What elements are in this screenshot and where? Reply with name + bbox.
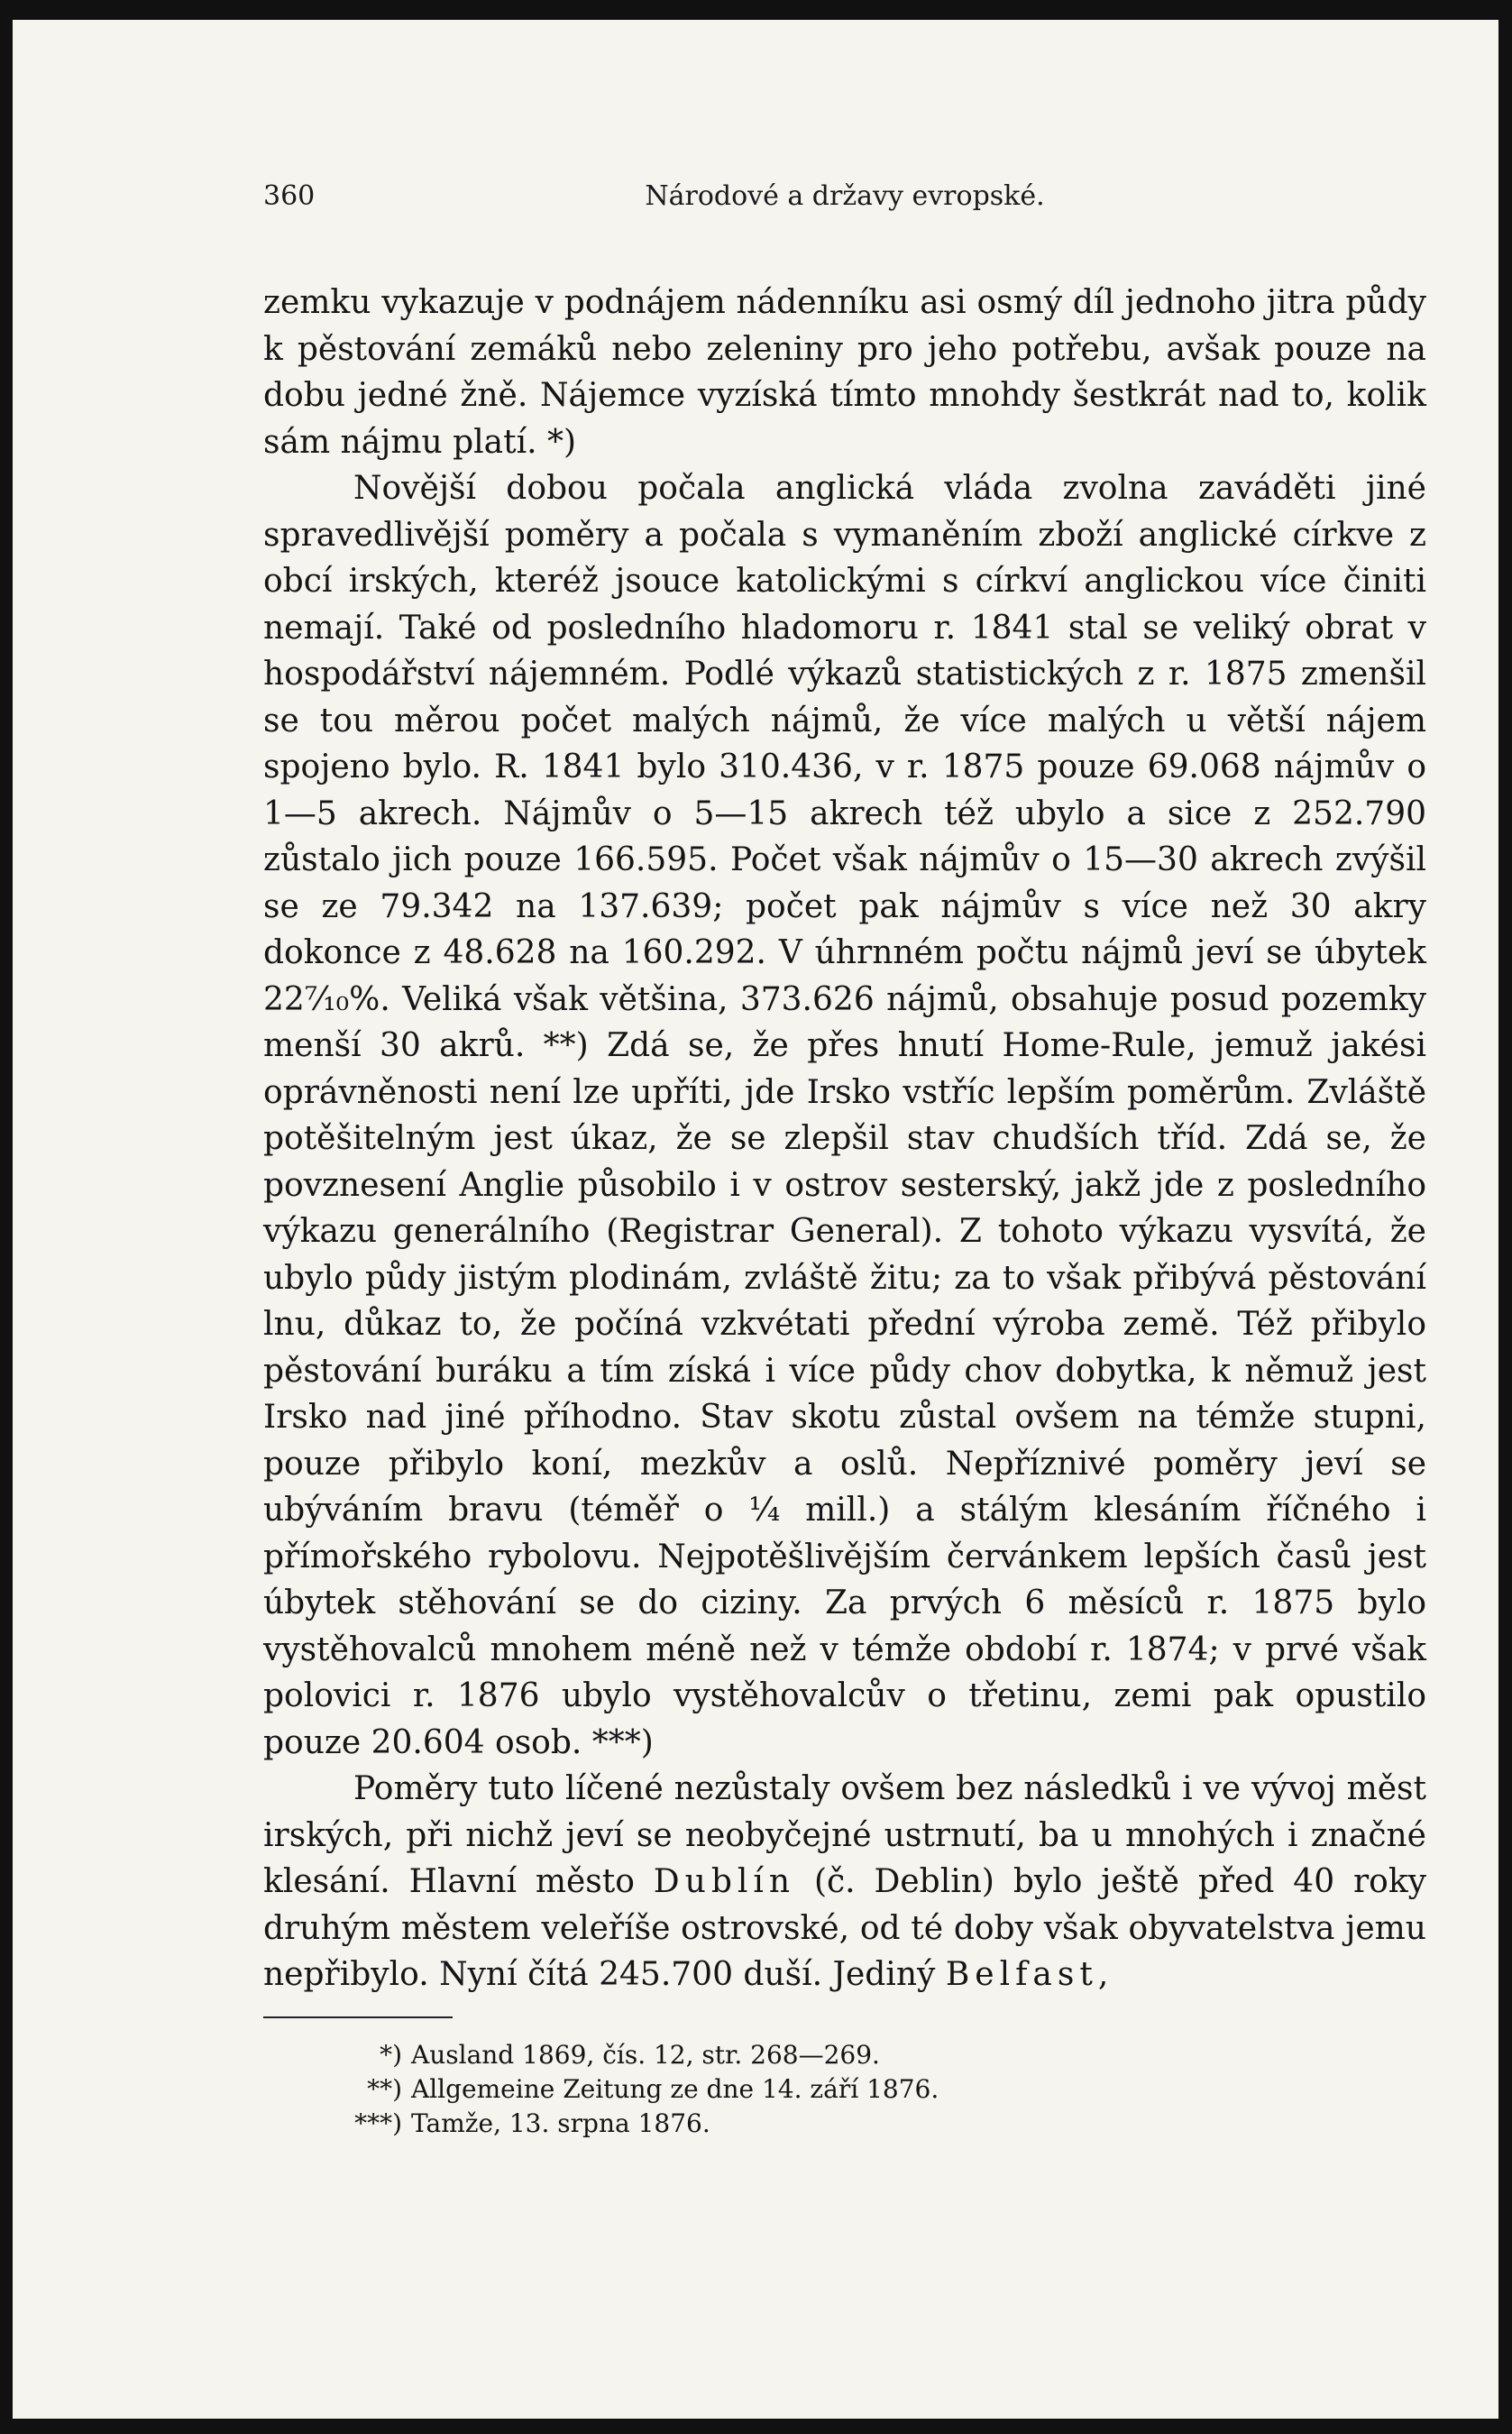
footnote <box>319 2038 1311 2072</box>
footnote-rule <box>263 2016 453 2018</box>
running-head: Národové a državy evropské. <box>645 180 1045 212</box>
place-name: Dublín <box>653 1863 796 1900</box>
paragraph-text: zemku vykazuje v podnájem nádenníku asi osmý díl jednoho jitra půdy k pěstování zemáků nebo zeleniny pro jeho potřebu, avšak pouze na dobu jedné žně. Nájemce vyzíská tímto mnohdy šestkrát nad to, kolik sám nájmu platí. <box>263 284 1426 461</box>
footnote-ref: *) <box>547 423 577 461</box>
footnote-ref: **) <box>543 1027 589 1064</box>
paragraph-text: Poměry tuto líčené nezůstaly ovšem bez následků i ve vývoj měst irských, při nichž jeví se neobyčejné ustrnutí, ba u mnohých i značné klesání. Hlavní město <box>263 1770 1426 1900</box>
footnote-ref: ***) <box>591 1723 654 1761</box>
punctuation: , <box>1097 1956 1109 1993</box>
paragraph <box>263 465 1426 1766</box>
paragraph <box>263 280 1426 465</box>
footnotes <box>319 2038 1311 2141</box>
footnote <box>319 2072 1311 2107</box>
footnote-text: Tamže, 13. srpna 1876. <box>411 2108 710 2138</box>
footnote-mark: *) <box>380 2040 402 2070</box>
paragraph-text: (č. Deblin) bylo ještě před 40 roky druhým městem veleříše ostrovské, od té doby však obyvatelstva jemu nepřibylo. Nyní čítá 245.700 duší. Jediný <box>263 1863 1426 1993</box>
footnote <box>319 2107 1311 2141</box>
paragraph-text: Zdá se, že přes hnutí Home-Rule, jemuž jakési oprávněnosti není lze upříti, jde Irsko vstříc lepším poměrům. Zvláště potěšitelným jest úkaz, že se zlepšil stav chudších tříd. Zdá se, že povznesení Anglie působilo i v ostrov sesterský, jakž jde z posledního výkazu generálního (Registrar General). Z tohoto výkazu vysvítá, že ubylo půdy jistým plodinám, zvláště žitu; za to však přibývá pěstování lnu, důkaz to, že počíná vzkvétati přední výroba země. Též přibylo pěstování buráku a tím získá i více půdy chov dobytka, k němuž jest Irsko nad jiné příhodno. Stav skotu zůstal ovšem na témže stupni, pouze přibylo koní, mezkův a oslů. Nepříznivé poměry jeví se ubýváním bravu (téměř o ¼ mill.) a stálým klesáním říčného i přímořského rybolovu. Nejpotěšlivějším červánkem lepších časů jest úbytek stěhování se do ciziny. Za prvých 6 měsíců r. 1875 bylo vystěhovalců mnohem méně než v témže období r. 1874; v prvé však polovici r. 1876 ubylo vystěhovalcův o třetinu, zemi pak opustilo pouze 20.604 osob. <box>263 1027 1426 1761</box>
place-name: Belfast <box>945 1956 1098 1993</box>
footnote-mark: ***) <box>354 2108 402 2138</box>
footnote-mark: **) <box>367 2074 402 2104</box>
paragraph <box>263 1766 1426 1998</box>
footnote-text: Allgemeine Zeitung ze dne 14. září 1876. <box>411 2074 939 2104</box>
book-page <box>13 20 1498 2419</box>
footnote-text: Ausland 1869, čís. 12, str. 268—269. <box>411 2040 880 2070</box>
paragraph-text: Novější dobou počala anglická vláda zvolna zaváděti jiné spravedlivější poměry a počala s vymaněním zboží anglické církve z obcí irských, kteréž jsouce katolickými s církví anglickou více činiti nemají. Také od posledního hladomoru r. 1841 stal se veliký obrat v hospodářství nájemném. Podlé výkazů statistických z r. 1875 zmenšil se tou měrou počet malých nájmů, že více malých u větší nájem spojeno bylo. R. 1841 bylo 310.436, v r. 1875 pouze 69.068 nájmův o 1—5 akrech. Nájmův o 5—15 akrech též ubylo a sice z 252.790 zůstalo jich pouze 166.595. Počet však nájmův o 15—30 akrech zvýšil se ze 79.342 na 137.639; počet pak nájmův s více než 30 akry dokonce z 48.628 na 160.292. V úhrnném počtu nájmů jeví se úbytek 22⁷⁄₁₀%. Veliká však většina, 373.626 nájmů, obsahuje posud pozemky menší 30 akrů. <box>263 470 1426 1064</box>
page-number: 360 <box>263 180 316 212</box>
body-text <box>263 280 1426 1998</box>
